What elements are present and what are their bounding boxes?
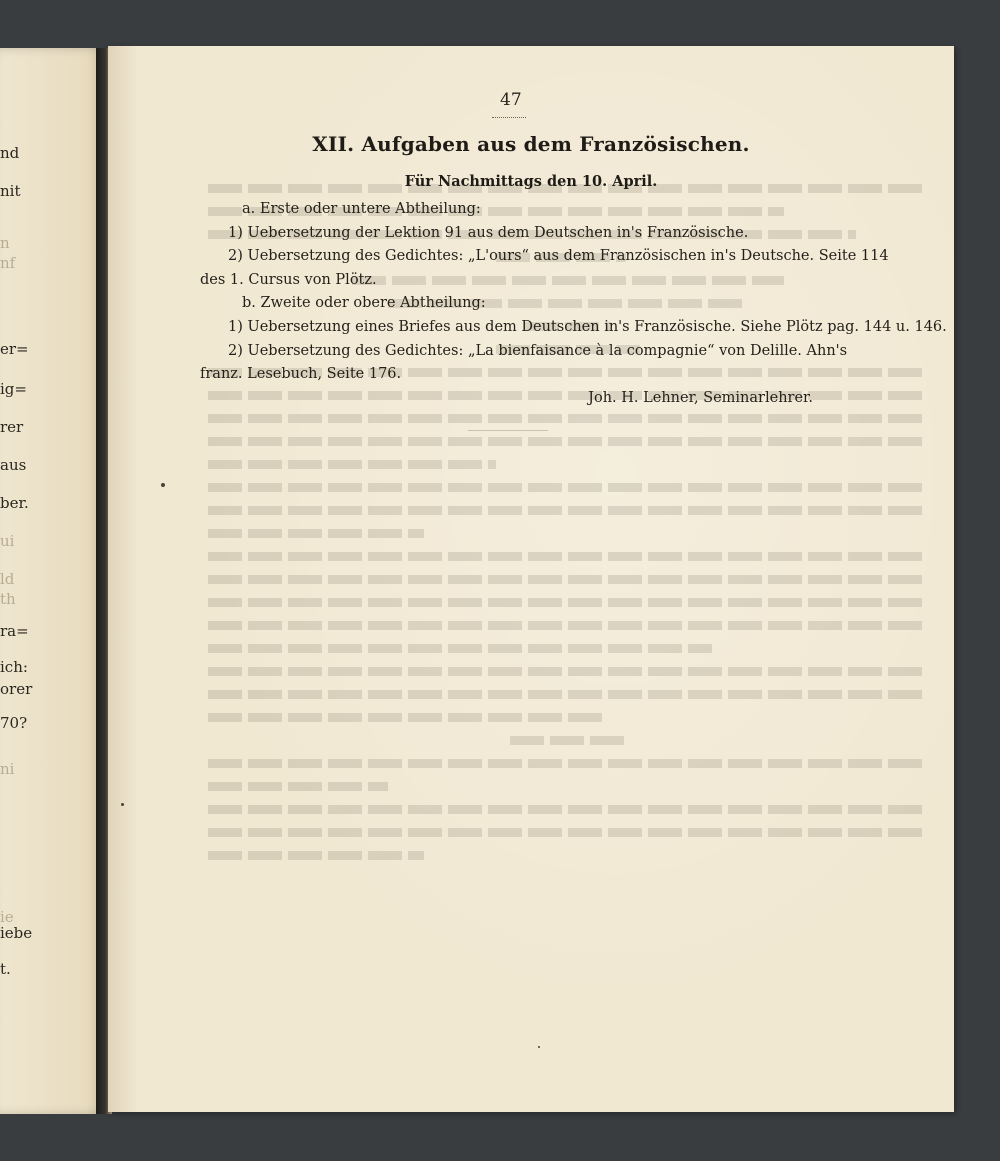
section-b-continuation: franz. Lesebuch, Seite 176. <box>200 366 402 383</box>
left-page-fragment: t. <box>0 960 11 978</box>
left-page-fragment: iebe <box>0 924 33 942</box>
section-a-item-1: 1) Uebersetzung der Lektion 91 aus dem Deutschen in's Französische. <box>228 224 749 241</box>
left-page-fragment: er= <box>0 340 29 358</box>
section-b-item-2: 2) Uebersetzung des Gedichtes: „La bienfaisance à la compagnie“ von Delille. Ahn's <box>228 342 848 359</box>
section-heading: XII. Aufgaben aus dem Französischen. <box>312 132 750 156</box>
left-page-fragment: ber. <box>0 494 29 512</box>
left-page-fragment: ui <box>0 532 15 550</box>
left-page-fragment: ld <box>0 570 15 588</box>
section-b-title: b. Zweite oder obere Abtheilung: <box>242 295 486 312</box>
section-a-title: a. Erste oder untere Abtheilung: <box>242 201 481 217</box>
left-page-fragment: rer <box>0 418 24 436</box>
left-page-fragment: ie <box>0 908 14 926</box>
paper-spot <box>161 483 165 487</box>
body-text <box>200 198 947 410</box>
left-page-fragment: nit <box>0 182 21 200</box>
section-a-item-2: 2) Uebersetzung des Gedichtes: „L'ours“ aus dem Französischen in's Deutsche. Seite 114 <box>228 248 889 265</box>
signature: Joh. H. Lehner, Seminarlehrer. <box>588 389 813 406</box>
left-page-fragment: aus <box>0 456 27 474</box>
page-number-underline <box>492 114 526 118</box>
left-page-fragment: nd <box>0 144 20 162</box>
left-facing-page <box>0 48 108 1114</box>
left-page-fragment: nf <box>0 254 16 272</box>
bleed-rule <box>468 430 548 431</box>
left-page-fragment: 70? <box>0 714 28 732</box>
left-page-fragment: th <box>0 590 16 608</box>
section-b-item-1: 1) Uebersetzung eines Briefes aus dem Deutschen in's Französische. Siehe Plötz pag. 144 u. 146. <box>228 318 947 335</box>
section-subheading: Für Nachmittags den 10. April. <box>404 173 658 190</box>
page-number: 47 <box>500 90 522 110</box>
left-page-fragment: ig= <box>0 380 27 398</box>
left-page-text-fragments <box>0 48 108 1114</box>
document-page <box>108 46 954 1112</box>
paper-spot <box>121 803 124 806</box>
paper-spot <box>538 1046 540 1048</box>
section-a-continuation: des 1. Cursus von Plötz. <box>200 271 377 288</box>
left-page-fragment: ich: <box>0 658 28 676</box>
left-page-fragment: ra= <box>0 622 29 640</box>
left-page-fragment: orer <box>0 680 33 698</box>
left-page-fragment: n <box>0 234 10 252</box>
left-page-fragment: ni <box>0 760 15 778</box>
